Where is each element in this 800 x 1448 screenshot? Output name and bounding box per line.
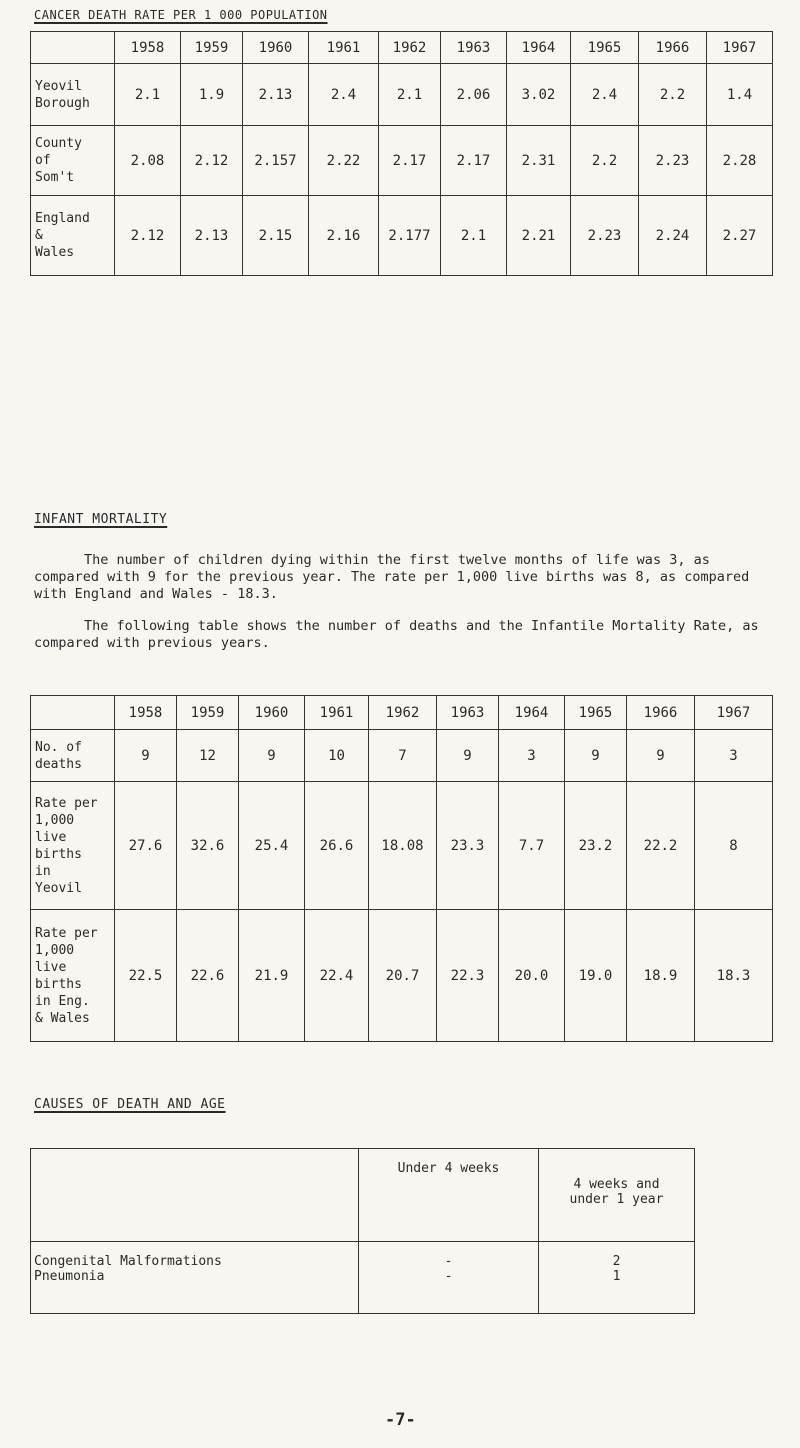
table-cell: 10 <box>305 730 369 782</box>
cancer-header-blank <box>31 32 115 64</box>
table-cell: 2.1 <box>115 64 181 126</box>
table-cell: 22.2 <box>627 782 695 910</box>
table-cell: 3.02 <box>507 64 571 126</box>
table-cell: 2.16 <box>309 196 379 276</box>
table-cell: 2.17 <box>379 126 441 196</box>
cancer-row-england <box>31 196 773 276</box>
cancer-row-county <box>31 126 773 196</box>
table-cell: 9 <box>437 730 499 782</box>
table-cell: 1.9 <box>181 64 243 126</box>
cancer-year-header: 1967 <box>707 32 773 64</box>
row-label: Yeovil Borough <box>31 64 115 126</box>
cancer-year-header: 1963 <box>441 32 507 64</box>
four-weeks-to-1-year-header: 4 weeks and under 1 year <box>539 1149 695 1242</box>
table-cell: 20.7 <box>369 910 437 1042</box>
infant-year-header: 1965 <box>565 696 627 730</box>
cancer-row-yeovil <box>31 64 773 126</box>
causes-header-blank <box>31 1149 359 1242</box>
table-cell: 2.12 <box>181 126 243 196</box>
table-cell: 2.2 <box>571 126 639 196</box>
infant-year-header: 1967 <box>695 696 773 730</box>
table-cell: 2.21 <box>507 196 571 276</box>
table-cell: 23.2 <box>565 782 627 910</box>
table-cell: 8 <box>695 782 773 910</box>
row-label: County of Som't <box>31 126 115 196</box>
table-cell: 3 <box>695 730 773 782</box>
infant-row-rate-england <box>31 910 773 1042</box>
infant-row-deaths <box>31 730 773 782</box>
table-cell: 2.2 <box>639 64 707 126</box>
table-cell: 20.0 <box>499 910 565 1042</box>
table-cell: 2.12 <box>115 196 181 276</box>
causes-header-row <box>31 1149 695 1242</box>
table-cell: 7.7 <box>499 782 565 910</box>
table-cell: 3 <box>499 730 565 782</box>
cancer-year-header: 1966 <box>639 32 707 64</box>
row-label: Rate per 1,000 live births in Yeovil <box>31 782 115 910</box>
table-cell: 22.5 <box>115 910 177 1042</box>
table-cell: 2.24 <box>639 196 707 276</box>
table-cell: 2.06 <box>441 64 507 126</box>
table-cell: 23.3 <box>437 782 499 910</box>
table-cell: 7 <box>369 730 437 782</box>
table-cell: 2.13 <box>243 64 309 126</box>
cancer-year-header: 1958 <box>115 32 181 64</box>
under-4-weeks-values: - - <box>359 1242 539 1314</box>
causes-list: Congenital Malformations Pneumonia <box>31 1242 359 1314</box>
infant-year-header: 1960 <box>239 696 305 730</box>
causes-of-death-table <box>30 1148 695 1314</box>
table-cell: 26.6 <box>305 782 369 910</box>
table-cell: 2.23 <box>639 126 707 196</box>
causes-heading: CAUSES OF DEATH AND AGE <box>34 1097 226 1112</box>
table-cell: 21.9 <box>239 910 305 1042</box>
table-cell: 2.28 <box>707 126 773 196</box>
table-cell: 18.08 <box>369 782 437 910</box>
table-cell: 1.4 <box>707 64 773 126</box>
page-number: -7- <box>385 1410 416 1430</box>
row-label: Rate per 1,000 live births in Eng. & Wales <box>31 910 115 1042</box>
cancer-header-row <box>31 32 773 64</box>
table-cell: 18.3 <box>695 910 773 1042</box>
causes-data-row <box>31 1242 695 1314</box>
row-label: No. of deaths <box>31 730 115 782</box>
table-cell: 25.4 <box>239 782 305 910</box>
table-cell: 9 <box>115 730 177 782</box>
table-cell: 2.17 <box>441 126 507 196</box>
infant-mortality-table <box>30 695 773 1042</box>
cancer-year-header: 1962 <box>379 32 441 64</box>
infant-paragraph-1: The number of children dying within the first twelve months of life was 3, as compared with 9 for the previous year. The rate per 1,000 live births was 8, as compared with England and Wales - 18.3. <box>34 552 750 602</box>
cancer-heading: CANCER DEATH RATE PER 1 000 POPULATION <box>34 8 328 22</box>
table-cell: 2.27 <box>707 196 773 276</box>
table-cell: 2.157 <box>243 126 309 196</box>
cancer-year-header: 1960 <box>243 32 309 64</box>
four-weeks-to-1-year-values: 2 1 <box>539 1242 695 1314</box>
infant-year-header: 1966 <box>627 696 695 730</box>
cancer-death-rate-table <box>30 31 773 276</box>
table-cell: 27.6 <box>115 782 177 910</box>
table-cell: 2.08 <box>115 126 181 196</box>
table-cell: 2.4 <box>571 64 639 126</box>
table-cell: 2.13 <box>181 196 243 276</box>
table-cell: 2.23 <box>571 196 639 276</box>
infant-year-header: 1962 <box>369 696 437 730</box>
cancer-year-header: 1964 <box>507 32 571 64</box>
table-cell: 2.22 <box>309 126 379 196</box>
table-cell: 9 <box>239 730 305 782</box>
table-cell: 22.6 <box>177 910 239 1042</box>
table-cell: 18.9 <box>627 910 695 1042</box>
table-cell: 32.6 <box>177 782 239 910</box>
table-cell: 22.4 <box>305 910 369 1042</box>
infant-row-rate-yeovil <box>31 782 773 910</box>
table-cell: 9 <box>565 730 627 782</box>
infant-mortality-heading: INFANT MORTALITY <box>34 512 168 527</box>
table-cell: 2.1 <box>441 196 507 276</box>
infant-year-header: 1964 <box>499 696 565 730</box>
table-cell: 2.4 <box>309 64 379 126</box>
cancer-year-header: 1961 <box>309 32 379 64</box>
infant-header-row <box>31 696 773 730</box>
infant-header-blank <box>31 696 115 730</box>
row-label: England & Wales <box>31 196 115 276</box>
infant-year-header: 1961 <box>305 696 369 730</box>
infant-paragraph-2: The following table shows the number of deaths and the Infantile Mortality Rate, as compared with previous years. <box>34 618 759 651</box>
table-cell: 2.1 <box>379 64 441 126</box>
table-cell: 19.0 <box>565 910 627 1042</box>
table-cell: 2.31 <box>507 126 571 196</box>
infant-year-header: 1959 <box>177 696 239 730</box>
table-cell: 12 <box>177 730 239 782</box>
table-cell: 22.3 <box>437 910 499 1042</box>
table-cell: 9 <box>627 730 695 782</box>
infant-year-header: 1958 <box>115 696 177 730</box>
cancer-year-header: 1965 <box>571 32 639 64</box>
cancer-year-header: 1959 <box>181 32 243 64</box>
table-cell: 2.177 <box>379 196 441 276</box>
table-cell: 2.15 <box>243 196 309 276</box>
under-4-weeks-header: Under 4 weeks <box>359 1149 539 1242</box>
infant-year-header: 1963 <box>437 696 499 730</box>
